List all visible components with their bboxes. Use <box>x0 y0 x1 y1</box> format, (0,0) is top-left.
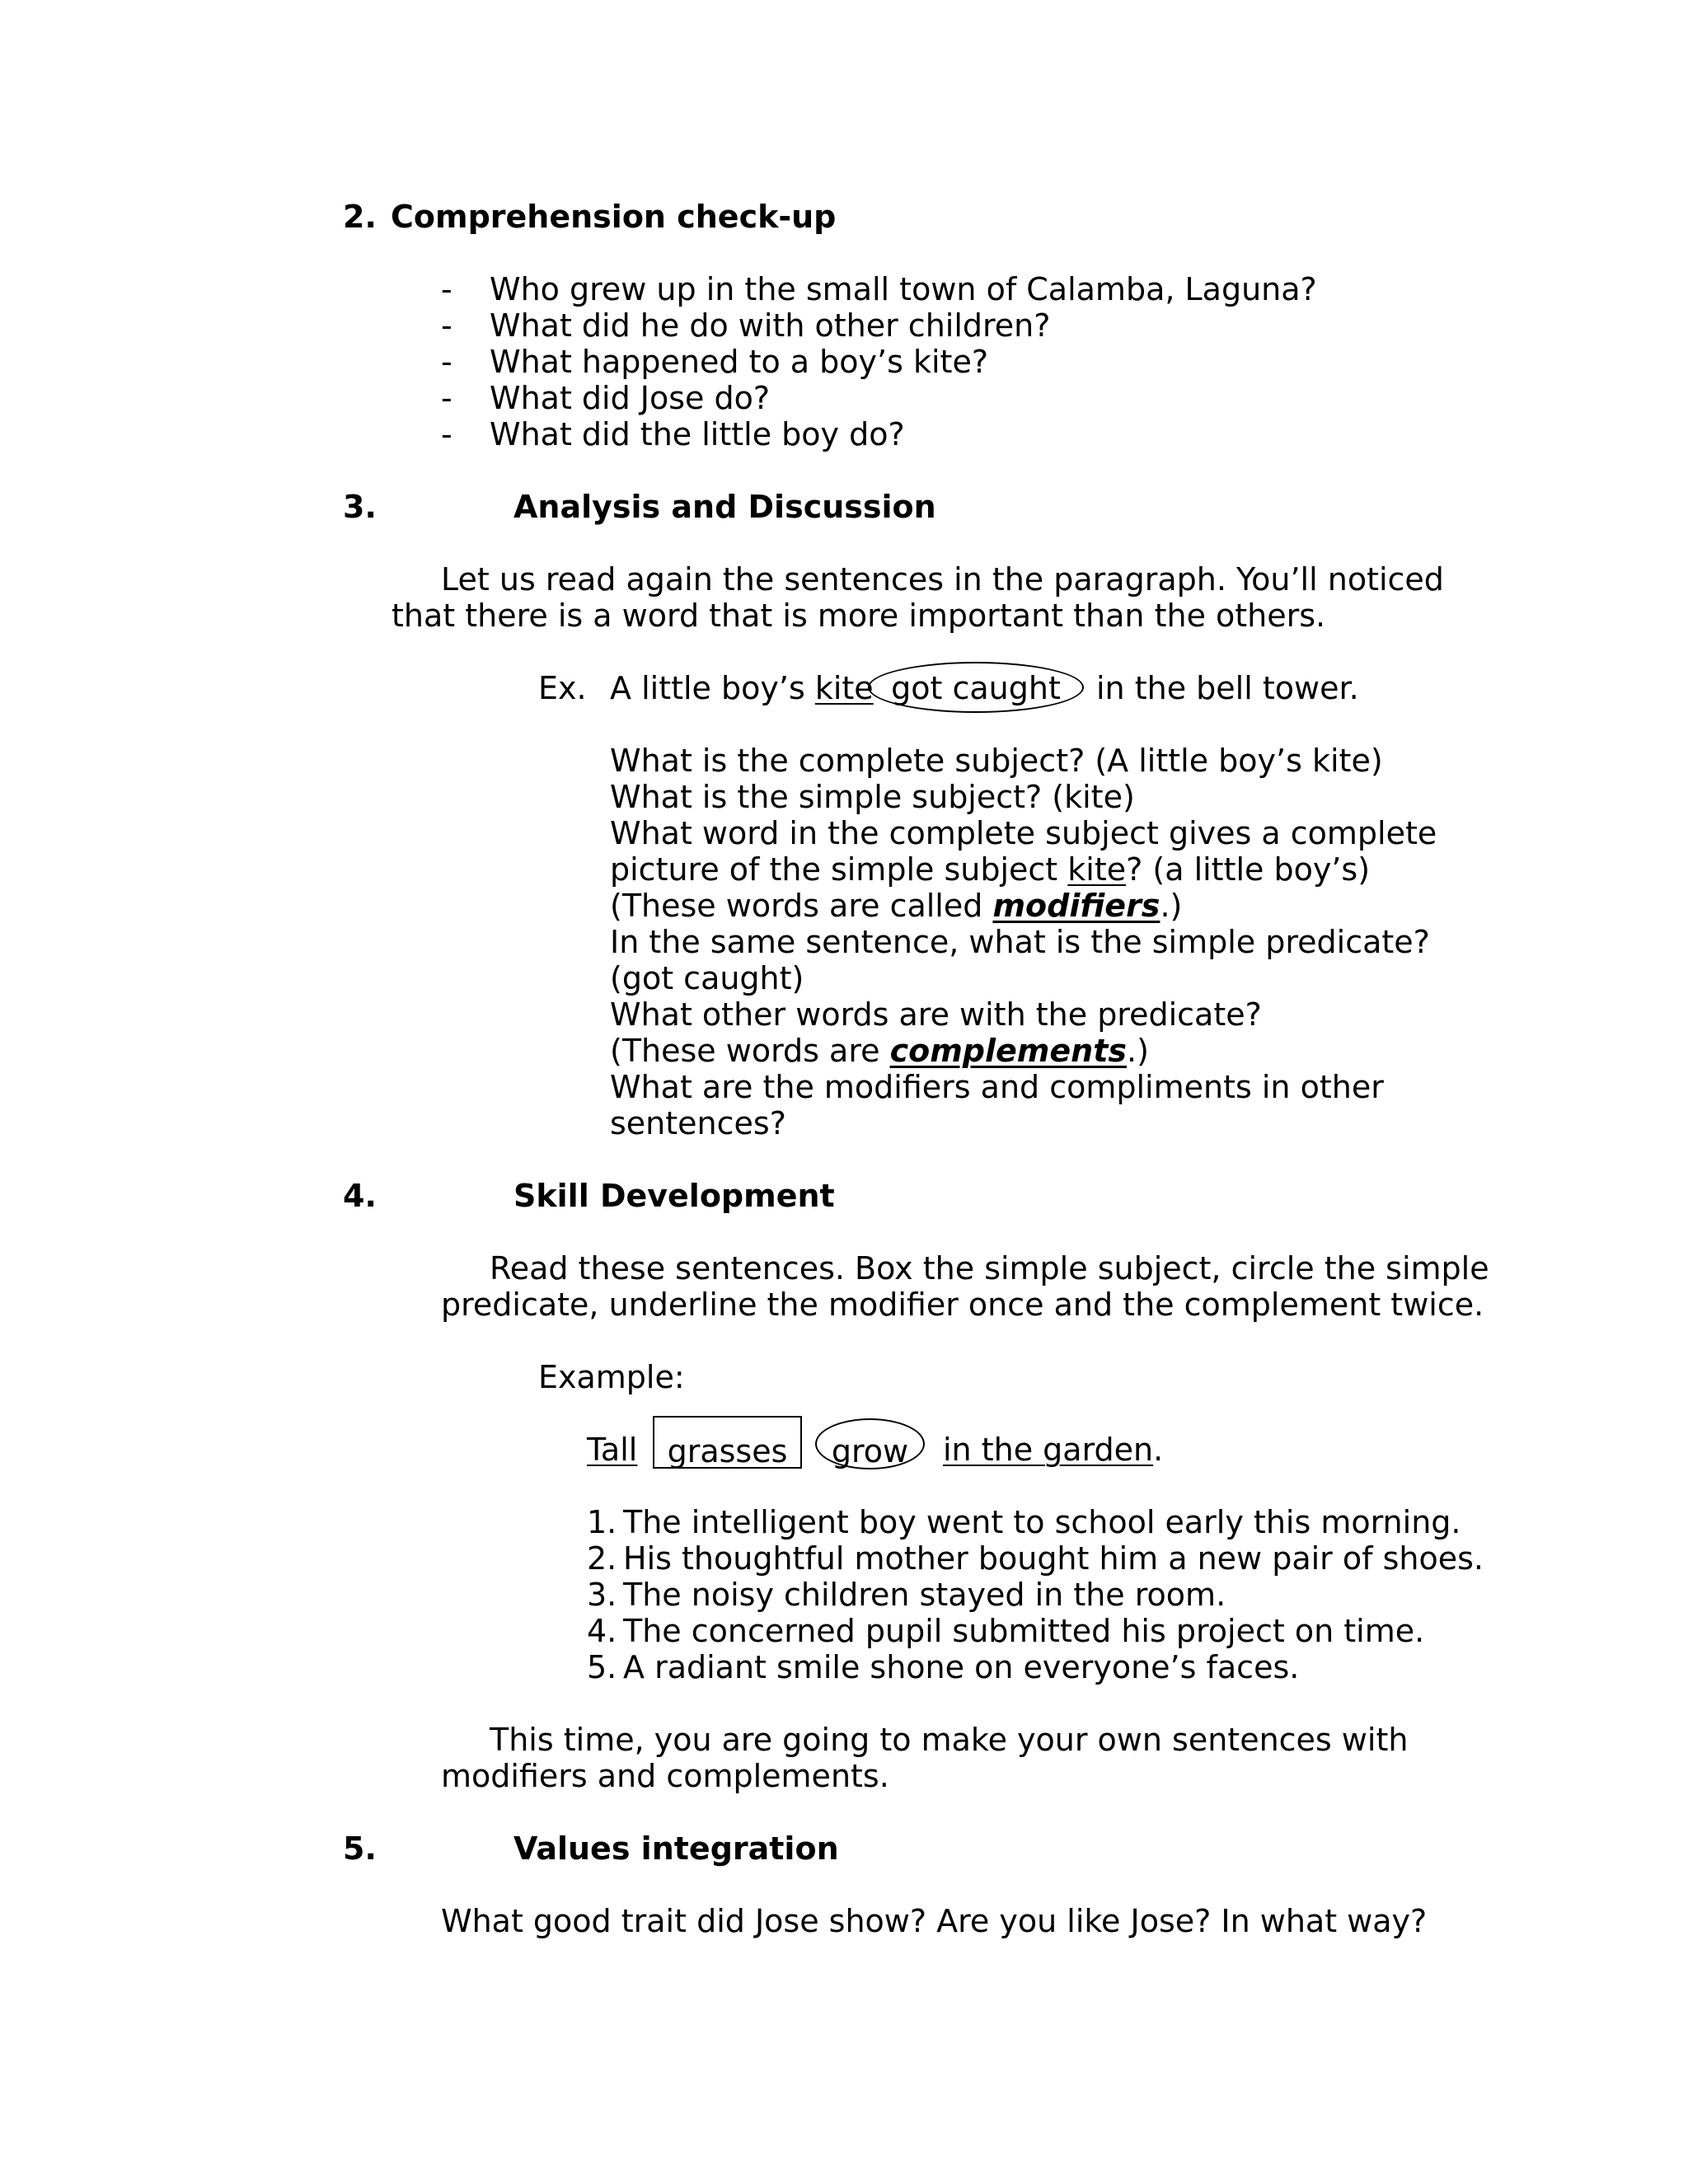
simple-predicate-circle <box>868 662 1084 713</box>
instruction-line-2: predicate, underline the modifier once and the complement twice. <box>441 1286 1484 1323</box>
instruction-line-1: Read these sentences. Box the simple subject, circle the simple <box>490 1250 1489 1286</box>
bullet-dash: - <box>441 271 452 307</box>
underlined-word: kite <box>1067 851 1127 888</box>
discussion-line <box>610 1033 1149 1069</box>
bullet-dash: - <box>441 416 452 452</box>
question-text: What did he do with other children? <box>490 307 1051 344</box>
simple-predicate: grow <box>831 1433 909 1469</box>
section-5-number: 5. <box>343 1830 377 1867</box>
discussion-text: .) <box>1160 888 1183 924</box>
item-text: The intelligent boy went to school early this morning. <box>623 1504 1461 1540</box>
section-2-number: 2. <box>343 199 377 235</box>
discussion-line: What word in the complete subject gives a complete <box>610 815 1437 851</box>
item-text: The concerned pupil submitted his project on time. <box>623 1613 1425 1649</box>
item-text: His thoughtful mother bought him a new pair of shoes. <box>623 1540 1484 1577</box>
discussion-line: (got caught) <box>610 960 804 996</box>
question-text: Who grew up in the small town of Calamba, Laguna? <box>490 271 1317 307</box>
discussion-text: (These words are called <box>610 888 993 924</box>
modifier-word: Tall <box>587 1432 638 1468</box>
discussion-line: What is the complete subject? (A little boy’s kite) <box>610 743 1383 779</box>
discussion-line: In the same sentence, what is the simple predicate? <box>610 924 1430 960</box>
section-5-title: Values integration <box>513 1830 839 1867</box>
discussion-text: .) <box>1127 1033 1149 1069</box>
closing-line-2: modifiers and complements. <box>441 1758 889 1794</box>
complement-phrase <box>943 1432 1164 1468</box>
simple-subject: grasses <box>667 1433 788 1469</box>
closing-line-1: This time, you are going to make your own sentences with <box>490 1722 1409 1758</box>
simple-predicate-circle <box>815 1418 925 1469</box>
discussion-line: What is the simple subject? (kite) <box>610 779 1135 815</box>
complement-text: in the garden <box>943 1432 1154 1468</box>
example-label: Ex. <box>538 670 587 706</box>
discussion-line: sentences? <box>610 1105 786 1141</box>
section-3-number: 3. <box>343 489 377 525</box>
values-question: What good trait did Jose show? Are you like Jose? In what way? <box>441 1903 1428 1939</box>
discussion-line <box>610 851 1371 888</box>
item-text: The noisy children stayed in the room. <box>623 1577 1226 1613</box>
discussion-line <box>610 888 1183 924</box>
sentence-end: . <box>1153 1432 1164 1468</box>
discussion-line: What are the modifiers and compliments in other <box>610 1069 1384 1105</box>
simple-subject-box <box>653 1416 802 1469</box>
example-before-text: A little boy’s <box>610 670 815 706</box>
example-after-text: in the bell tower. <box>1096 670 1359 706</box>
item-number: 4. <box>587 1613 617 1649</box>
question-text: What happened to a boy’s kite? <box>490 344 988 380</box>
discussion-line: What other words are with the predicate? <box>610 996 1262 1033</box>
intro-line-1: Let us read again the sentences in the paragraph. You’ll noticed <box>441 561 1444 598</box>
bullet-dash: - <box>441 344 452 380</box>
discussion-text: (These words are <box>610 1033 890 1069</box>
item-number: 3. <box>587 1577 617 1613</box>
intro-line-2: that there is a word that is more important than the others. <box>392 598 1326 634</box>
section-3-title: Analysis and Discussion <box>513 489 936 525</box>
term-modifiers: modifiers <box>992 888 1160 924</box>
example-prefix <box>610 670 874 706</box>
simple-subject: kite <box>814 670 874 706</box>
discussion-text: picture of the simple subject <box>610 851 1068 888</box>
example-label: Example: <box>538 1359 685 1395</box>
section-4-number: 4. <box>343 1178 377 1214</box>
question-text: What did Jose do? <box>490 380 771 416</box>
simple-predicate: got caught <box>891 670 1061 706</box>
section-4-title: Skill Development <box>513 1178 835 1214</box>
term-complements: complements <box>889 1033 1128 1069</box>
item-number: 2. <box>587 1540 617 1577</box>
bullet-dash: - <box>441 307 452 344</box>
section-2-title: Comprehension check-up <box>391 199 837 235</box>
item-text: A radiant smile shone on everyone’s faces. <box>623 1649 1300 1685</box>
discussion-text: ? (a little boy’s) <box>1126 851 1371 888</box>
bullet-dash: - <box>441 380 452 416</box>
item-number: 1. <box>587 1504 617 1540</box>
item-number: 5. <box>587 1649 617 1685</box>
question-text: What did the little boy do? <box>490 416 905 452</box>
